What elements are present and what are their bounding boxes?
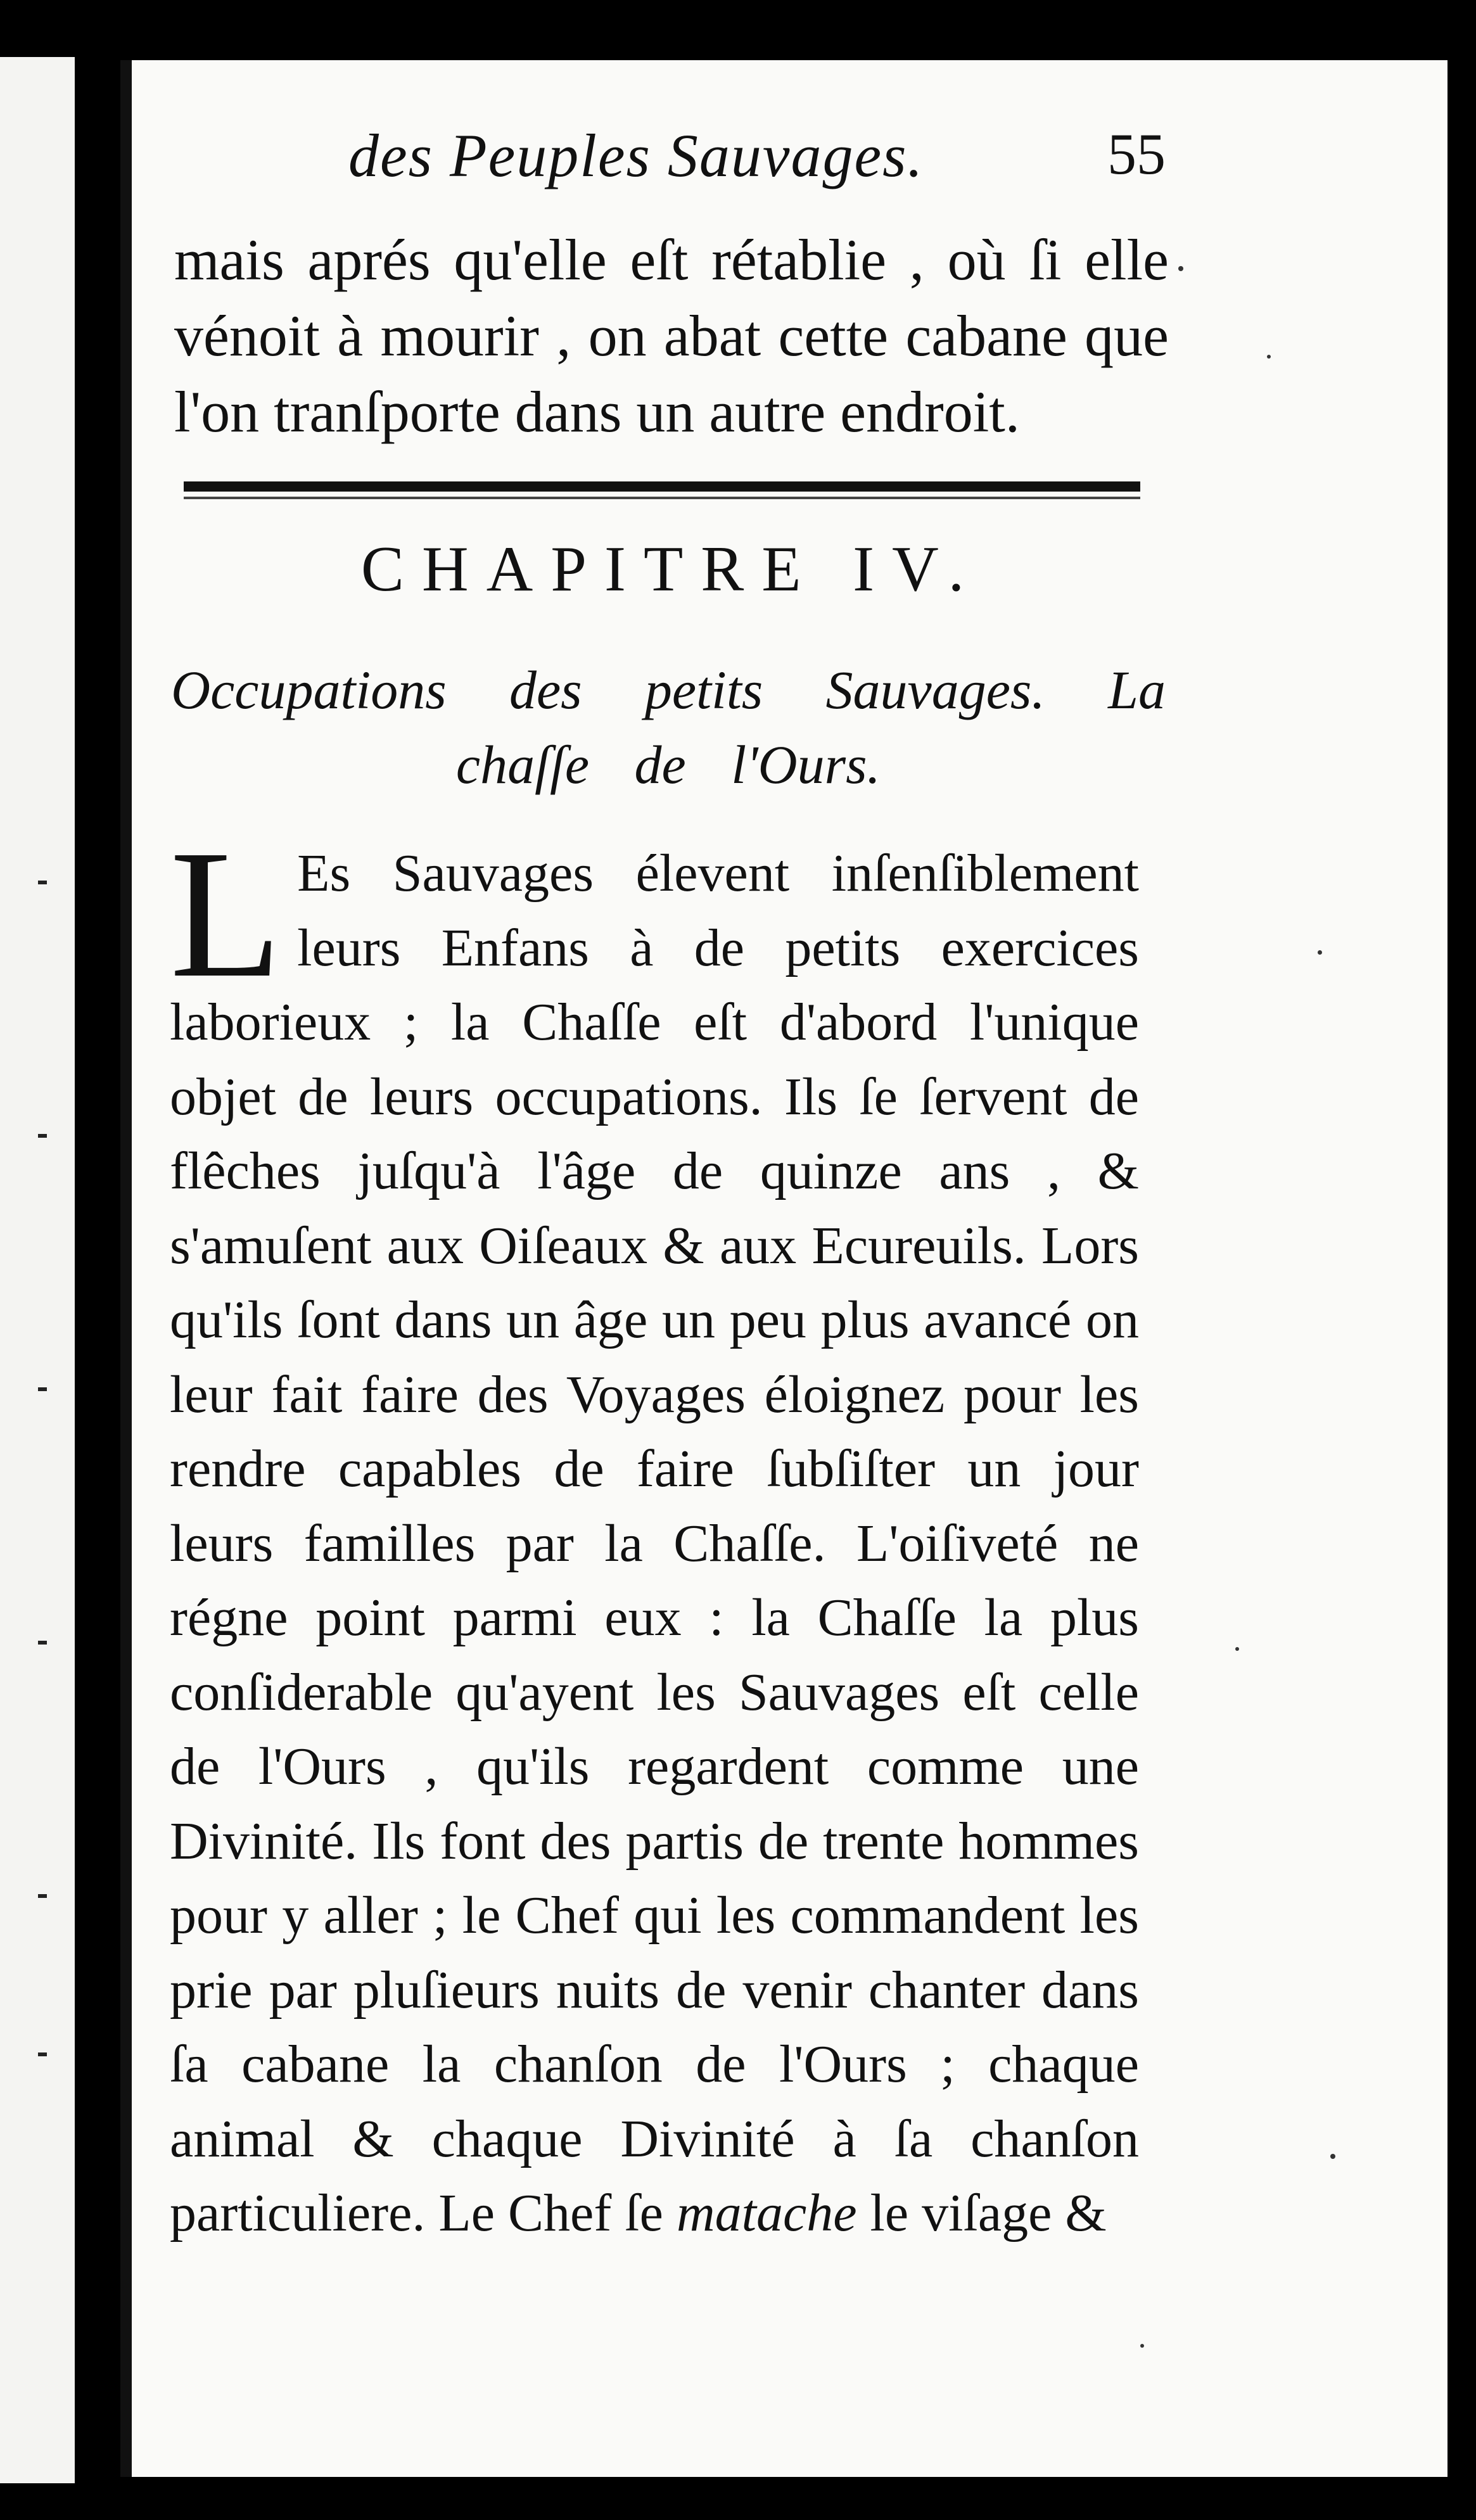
carry-over-paragraph: mais aprés qu'elle eſt rétablie , où ſi elle vénoit à mourir , on abat cette cabane que l'on tranſporte dans un autre endroit. — [174, 227, 1169, 444]
section-rule — [184, 481, 1140, 492]
drop-cap: L — [170, 812, 283, 1015]
chapter-subtitle: Occupations des petits Sauvages. La chaſſe de l'Ours. — [171, 659, 1166, 795]
body-paragraph — [170, 812, 1139, 2251]
facing-page-mark — [38, 1134, 47, 1138]
chapter-heading: CHAPITRE IV. — [360, 533, 983, 605]
facing-page-mark — [38, 2052, 47, 2056]
page-speck — [1267, 355, 1271, 359]
running-head-title: des Peuples Sauvages. — [348, 122, 924, 189]
page-speck — [1140, 2344, 1144, 2348]
facing-page-mark — [38, 881, 47, 884]
facing-page-mark — [38, 1387, 47, 1391]
page-speck — [1178, 266, 1183, 271]
body-text-end: le viſage & — [870, 2184, 1107, 2243]
facing-page-edge — [0, 57, 75, 2483]
page-speck — [1330, 2154, 1335, 2159]
page-speck — [1318, 950, 1322, 955]
body-text-main: Es Sauvages élevent inſenſiblement leurs Enfans à de petits exercices laborieux ; la Chaſſe eſt d'abord l'unique objet de leurs occupations. Ils ſe ſervent de flêches juſqu'à l'âge de quinze ans , & s'amuſent aux Oiſeaux & aux Ecureuils. Lors qu'ils ſont dans un âge un peu plus avancé on leur fait faire des Voyages éloignez pour les rendre capables de faire ſubſiſter un jour leurs familles par la Chaſſe. L'oiſiveté ne régne point parmi eux : la Chaſſe la plus conſiderable qu'ayent les Sauvages eſt celle de l'Ours , qu'ils regardent comme une Divinité. Ils font des partis de trente hommes pour y aller ; le Chef qui les commandent les prie par pluſieurs nuits de venir chanter dans ſa cabane la chanſon de l'Ours ; chaque animal & chaque Divinité à ſa chanſon particuliere. Le Chef ſe — [170, 844, 1139, 2243]
facing-page-mark — [38, 1894, 47, 1898]
section-rule-thin — [184, 497, 1140, 499]
facing-page-mark — [38, 1641, 47, 1645]
running-head — [209, 120, 1166, 209]
italic-term: matache — [676, 2184, 857, 2243]
page-number: 55 — [1107, 122, 1166, 186]
page-speck — [1235, 1647, 1239, 1651]
